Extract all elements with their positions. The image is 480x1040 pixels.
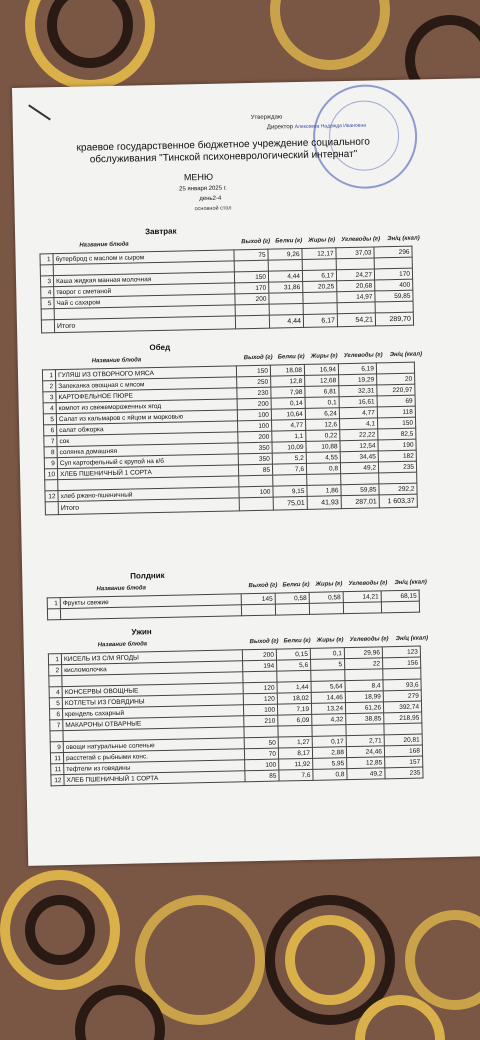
row-number: 4 — [49, 687, 62, 698]
carbs-value: 20,68 — [337, 280, 375, 292]
energy-value: 279 — [383, 690, 421, 702]
fat-value — [303, 303, 337, 315]
protein-value: 7,6 — [272, 463, 306, 475]
row-number — [45, 480, 58, 491]
protein-value — [269, 292, 303, 304]
row-number: 7 — [50, 720, 63, 731]
carbs-value: 22,22 — [340, 429, 378, 441]
lunch-table — [42, 362, 418, 516]
dish-name: Чай с сахаром — [54, 294, 235, 309]
row-number: 5 — [49, 698, 62, 709]
col-out: Выход (г) — [243, 354, 273, 362]
energy-value: 68,15 — [381, 590, 419, 602]
carbs-value: 4,77 — [339, 407, 377, 419]
protein-value: 1,27 — [278, 736, 312, 748]
portion-weight — [241, 604, 275, 616]
col-name: Название блюда — [96, 585, 147, 593]
row-number: 10 — [44, 469, 57, 480]
energy-value — [381, 601, 419, 613]
total-blank — [41, 320, 54, 333]
carbs-value: 18,99 — [345, 691, 383, 703]
energy-value: 59,85 — [375, 290, 413, 302]
energy-value: 82,5 — [378, 428, 416, 440]
fat-value: 20,25 — [303, 281, 337, 293]
protein-value: 4,77 — [272, 419, 306, 431]
dish-name: хлеб ржано-пшеничный — [58, 487, 239, 502]
portion-weight — [235, 304, 269, 316]
energy-value: 69 — [377, 395, 415, 407]
col-energy: Эн/ц (ккал) — [394, 579, 427, 587]
carbs-value: 22 — [345, 658, 383, 670]
fat-value: 16,94 — [304, 364, 338, 376]
energy-value: 123 — [382, 646, 420, 658]
energy-value: 182 — [378, 450, 416, 462]
carbs-value: 2,71 — [346, 735, 384, 747]
protein-value: 1,1 — [272, 430, 306, 442]
portion-weight: 170 — [235, 282, 269, 294]
row-number: 12 — [51, 775, 64, 786]
energy-value — [375, 301, 413, 313]
portion-weight: 150 — [236, 365, 270, 377]
dish-name: Суп картофельный с крупой на к/б — [57, 454, 238, 469]
carbs-value: 24,46 — [346, 746, 384, 758]
dish-name: КАРТОФЕЛЬНОЕ ПЮРЕ — [56, 388, 237, 403]
total-label: Итого — [54, 316, 235, 333]
col-energy: Эн/ц (ккал) — [395, 635, 429, 643]
portion-weight: 194 — [243, 660, 277, 672]
portion-weight: 100 — [243, 704, 277, 716]
dish-name: компот из свежемороженных ягод — [56, 399, 237, 414]
portion-weight — [239, 475, 273, 487]
total-label: Итого — [58, 498, 239, 515]
col-name: Название блюда — [91, 357, 142, 365]
carbs-value: 24,27 — [336, 269, 374, 281]
dish-name: КОТЛЕТЫ ИЗ ГОВЯДИНЫ — [62, 694, 243, 709]
portion-weight: 200 — [242, 649, 276, 661]
protein-value: 11,92 — [279, 758, 313, 770]
table-kind: основной стол — [194, 205, 232, 213]
dish-name: Каша жидкая манная молочная — [53, 272, 234, 287]
fat-value: 14,46 — [311, 692, 345, 704]
col-name: Название блюда — [97, 641, 148, 649]
fat-value: 5 — [311, 659, 345, 671]
fat-value: 5,95 — [313, 758, 347, 770]
protein-value: 18,02 — [277, 692, 311, 704]
row-number: 5 — [43, 414, 56, 425]
fat-value: 6,24 — [305, 408, 339, 420]
col-fat: Жиры (г) — [315, 581, 343, 588]
protein-value: 7,6 — [279, 769, 313, 781]
protein-value: 0,58 — [275, 592, 309, 604]
portion-weight: 145 — [241, 593, 275, 605]
carbs-value: 59,85 — [341, 484, 379, 496]
fat-value: 12,17 — [302, 248, 336, 260]
fat-value: 0,1 — [310, 648, 344, 660]
portion-weight — [234, 260, 268, 272]
col-fat: Жиры (г) — [310, 353, 338, 360]
row-number: 8 — [44, 447, 57, 458]
lunch-title: Обед — [149, 342, 171, 353]
portion-weight: 120 — [243, 682, 277, 694]
fat-value — [303, 292, 337, 304]
row-number: 4 — [41, 287, 54, 298]
total-protein: 4,44 — [269, 314, 303, 328]
protein-value: 1,44 — [277, 681, 311, 693]
fat-value: 0,8 — [313, 769, 347, 781]
carbs-value: 19,29 — [339, 374, 377, 386]
fat-value: 4,55 — [306, 452, 340, 464]
carbs-value — [345, 669, 383, 681]
row-number: 2 — [49, 665, 62, 676]
energy-value: 392,74 — [383, 701, 421, 713]
dish-name — [60, 605, 241, 620]
row-number: 1 — [48, 654, 61, 665]
col-out: Выход (г) — [241, 238, 271, 246]
director-label: Директор — [266, 124, 294, 131]
portion-weight: 75 — [234, 249, 268, 261]
row-number: 3 — [43, 392, 56, 403]
carbs-value: 14,21 — [343, 591, 381, 603]
total-protein: 75,01 — [273, 496, 307, 510]
dish-name: солянка домашняя — [57, 443, 238, 458]
protein-value — [277, 670, 311, 682]
row-number: 4 — [43, 403, 56, 414]
energy-value: 292,2 — [379, 483, 417, 495]
dish-name: расстегай с рыбными конс. — [63, 749, 244, 764]
row-number: 1 — [40, 254, 53, 265]
fat-value: 0,8 — [306, 463, 340, 475]
dish-name: Фрукты свежие — [60, 594, 241, 609]
organization-name: краевое государственное бюджетное учреждение социального обслуживания "Тинской психоневрологический интернат" — [76, 136, 370, 166]
col-name: Название блюда — [79, 241, 129, 249]
carbs-value: 12,85 — [347, 757, 385, 769]
total-blank — [235, 315, 269, 329]
fat-value: 12,6 — [306, 419, 340, 431]
row-number: 7 — [44, 436, 57, 447]
breakfast-title: Завтрак — [144, 226, 177, 237]
dish-name: крендель сахарный — [63, 705, 244, 720]
portion-weight: 250 — [237, 376, 271, 388]
protein-value: 12,8 — [271, 375, 305, 387]
protein-value: 7,19 — [277, 703, 311, 715]
total-fat: 6,17 — [303, 314, 337, 328]
fat-value: 0,17 — [312, 736, 346, 748]
col-protein: Белки (г) — [282, 581, 310, 589]
energy-value — [379, 472, 417, 484]
row-number — [41, 309, 54, 320]
row-number — [40, 265, 53, 276]
row-number: 12 — [45, 491, 58, 502]
total-carbs: 287,01 — [341, 495, 379, 509]
portion-weight: 120 — [243, 693, 277, 705]
energy-value — [374, 257, 412, 269]
carbs-value: 34,45 — [340, 451, 378, 463]
energy-value: 157 — [385, 756, 423, 768]
energy-value — [376, 362, 414, 374]
col-energy: Эн/ц (ккал) — [389, 351, 423, 359]
portion-weight: 85 — [245, 770, 279, 782]
col-carbs: Углеводы (г) — [349, 636, 389, 644]
protein-value — [268, 259, 302, 271]
menu-title: МЕНЮ — [183, 171, 214, 183]
row-number: 6 — [50, 709, 63, 720]
energy-value: 190 — [378, 439, 416, 451]
breakfast-table — [39, 246, 414, 334]
snack-title: Полдник — [130, 570, 165, 581]
carbs-value: 49,2 — [340, 462, 378, 474]
energy-value: 93,6 — [383, 679, 421, 691]
portion-weight: 50 — [244, 737, 278, 749]
dish-name: ХЛЕБ ПШЕНИЧНЫЙ 1 СОРТА — [57, 465, 238, 480]
row-number: 11 — [51, 764, 64, 775]
energy-value: 235 — [378, 461, 416, 473]
row-number: 1 — [47, 598, 60, 609]
dish-name: ХЛЕБ ПШЕНИЧНЫЙ 1 СОРТА — [64, 771, 245, 786]
protein-value: 31,86 — [269, 281, 303, 293]
dinner-title: Ужин — [131, 627, 152, 637]
dish-name: овощи натуральные соленые — [63, 738, 244, 753]
energy-value: 156 — [383, 657, 421, 669]
carbs-value — [337, 302, 375, 314]
col-protein: Белки (г) — [277, 353, 305, 361]
portion-weight: 350 — [238, 442, 272, 454]
portion-weight: 150 — [234, 271, 268, 283]
total-blank — [45, 502, 58, 515]
col-out: Выход (г) — [248, 582, 278, 590]
portion-weight — [244, 726, 278, 738]
fat-value: 6,17 — [302, 270, 336, 282]
energy-value: 235 — [385, 767, 423, 779]
carbs-value — [343, 602, 381, 614]
fat-value: 10,88 — [306, 441, 340, 453]
energy-value: 220,97 — [377, 384, 415, 396]
col-energy: Эн/ц (ккал) — [387, 235, 420, 243]
energy-value: 150 — [377, 417, 415, 429]
protein-value — [273, 474, 307, 486]
row-number — [49, 676, 62, 687]
portion-weight: 350 — [238, 453, 272, 465]
protein-value: 18,08 — [270, 364, 304, 376]
carbs-value: 61,26 — [345, 702, 383, 714]
carbs-value: 38,85 — [346, 713, 384, 725]
fat-value: 12,68 — [305, 375, 339, 387]
menu-sheet — [12, 78, 480, 866]
total-energy: 1 603,37 — [379, 494, 417, 508]
carbs-value: 14,97 — [337, 291, 375, 303]
portion-weight — [243, 671, 277, 683]
row-number: 6 — [44, 425, 57, 436]
fat-value — [309, 603, 343, 615]
energy-value — [384, 723, 422, 735]
dish-name: КОНСЕРВЫ ОВОЩНЫЕ — [62, 683, 243, 698]
protein-value: 4,44 — [268, 270, 302, 282]
row-number: 3 — [40, 276, 53, 287]
protein-value: 0,15 — [276, 648, 310, 660]
portion-weight: 200 — [237, 398, 271, 410]
fat-value — [302, 259, 336, 271]
dish-name: ГУЛЯШ ИЗ ОТВОРНОГО МЯСА — [55, 366, 236, 381]
protein-value: 5,6 — [277, 659, 311, 671]
dish-name: творог с сметаной — [54, 283, 235, 298]
portion-weight: 100 — [245, 759, 279, 771]
fat-value: 4,32 — [312, 714, 346, 726]
carbs-value: 32,31 — [339, 385, 377, 397]
protein-value — [269, 303, 303, 315]
portion-weight: 230 — [237, 387, 271, 399]
portion-weight: 100 — [239, 486, 273, 498]
total-fat: 41,93 — [307, 496, 341, 510]
row-number — [47, 609, 60, 620]
col-fat: Жиры (г) — [308, 237, 336, 244]
dish-name: салат обжорка — [57, 421, 238, 436]
dish-name: тефтели из говядины — [64, 760, 245, 775]
pen-mark — [28, 104, 51, 120]
approve-label: Утверждаю — [250, 114, 283, 122]
dish-name: Салат из кальмаров с яйцом и морковью — [56, 410, 237, 425]
carbs-value — [346, 724, 384, 736]
col-carbs: Углеводы (г) — [348, 580, 388, 588]
protein-value: 10,64 — [271, 408, 305, 420]
director-signature: Алексеева Надежда Ивановна — [294, 122, 367, 131]
col-fat: Жиры (г) — [316, 637, 344, 644]
carbs-value: 12,54 — [340, 440, 378, 452]
col-carbs: Углеводы (г) — [343, 352, 383, 360]
carbs-value: 8,4 — [345, 680, 383, 692]
total-blank — [239, 497, 273, 511]
portion-weight: 85 — [238, 464, 272, 476]
fat-value — [307, 474, 341, 486]
portion-weight: 100 — [237, 409, 271, 421]
dish-name: МАКАРОНЫ ОТВАРНЫЕ — [63, 716, 244, 731]
fat-value: 0,1 — [305, 397, 339, 409]
protein-value — [278, 725, 312, 737]
protein-value: 0,14 — [271, 397, 305, 409]
row-number: 9 — [50, 742, 63, 753]
carbs-value: 37,03 — [336, 247, 374, 259]
total-energy: 289,70 — [375, 312, 413, 326]
dish-name: КИСЕЛЬ ИЗ С/М ЯГОДЫ — [61, 650, 242, 665]
menu-day: день2-4 — [199, 195, 222, 203]
protein-value: 8,17 — [278, 747, 312, 759]
carbs-value: 16,61 — [339, 396, 377, 408]
fat-value — [312, 725, 346, 737]
col-protein: Белки (г) — [275, 237, 303, 245]
portion-weight: 200 — [235, 293, 269, 305]
energy-value: 118 — [377, 406, 415, 418]
fat-value: 2,88 — [312, 747, 346, 759]
carbs-value: 6,19 — [338, 363, 376, 375]
fat-value: 5,64 — [311, 681, 345, 693]
energy-value: 168 — [384, 745, 422, 757]
carbs-value: 4,1 — [339, 418, 377, 430]
col-protein: Белки (г) — [283, 637, 311, 645]
fat-value: 0,22 — [306, 430, 340, 442]
protein-value: 6,09 — [278, 714, 312, 726]
row-number: 11 — [50, 753, 63, 764]
energy-value: 170 — [374, 268, 412, 280]
fat-value: 1,86 — [307, 485, 341, 497]
energy-value: 296 — [374, 246, 412, 258]
dish-name: Запеканка овощная с мясом — [56, 377, 237, 392]
portion-weight: 210 — [244, 715, 278, 727]
protein-value: 9,26 — [268, 248, 302, 260]
fat-value: 6,81 — [305, 386, 339, 398]
col-out: Выход (г) — [249, 638, 279, 646]
row-number: 1 — [42, 370, 55, 381]
protein-value — [275, 603, 309, 615]
row-number: 2 — [43, 381, 56, 392]
protein-value: 7,98 — [271, 386, 305, 398]
energy-value: 400 — [375, 279, 413, 291]
fat-value: 0,58 — [309, 592, 343, 604]
menu-date: 25 января 2025 г. — [179, 185, 227, 193]
portion-weight: 200 — [238, 431, 272, 443]
row-number — [50, 731, 63, 742]
total-carbs: 54,21 — [337, 313, 375, 327]
dish-name: сок — [57, 432, 238, 447]
col-carbs: Углеводы (г) — [341, 236, 381, 244]
energy-value: 20 — [377, 373, 415, 385]
row-number: 9 — [44, 458, 57, 469]
dish-name: бутерброд с маслом и сыром — [53, 250, 234, 265]
dinner-table — [48, 646, 424, 787]
protein-value: 10,09 — [272, 441, 306, 453]
fat-value: 13,24 — [311, 703, 345, 715]
portion-weight: 70 — [244, 748, 278, 760]
carbs-value — [336, 258, 374, 270]
energy-value: 218,95 — [384, 712, 422, 724]
protein-value: 5,2 — [272, 452, 306, 464]
energy-value — [383, 668, 421, 680]
energy-value: 20,81 — [384, 734, 422, 746]
carbs-value — [341, 473, 379, 485]
protein-value: 9,15 — [273, 485, 307, 497]
carbs-value: 29,96 — [344, 647, 382, 659]
fat-value — [311, 670, 345, 682]
row-number: 5 — [41, 298, 54, 309]
portion-weight: 100 — [238, 420, 272, 432]
dish-name: кисломолочка — [62, 661, 243, 676]
carbs-value: 49,2 — [347, 768, 385, 780]
